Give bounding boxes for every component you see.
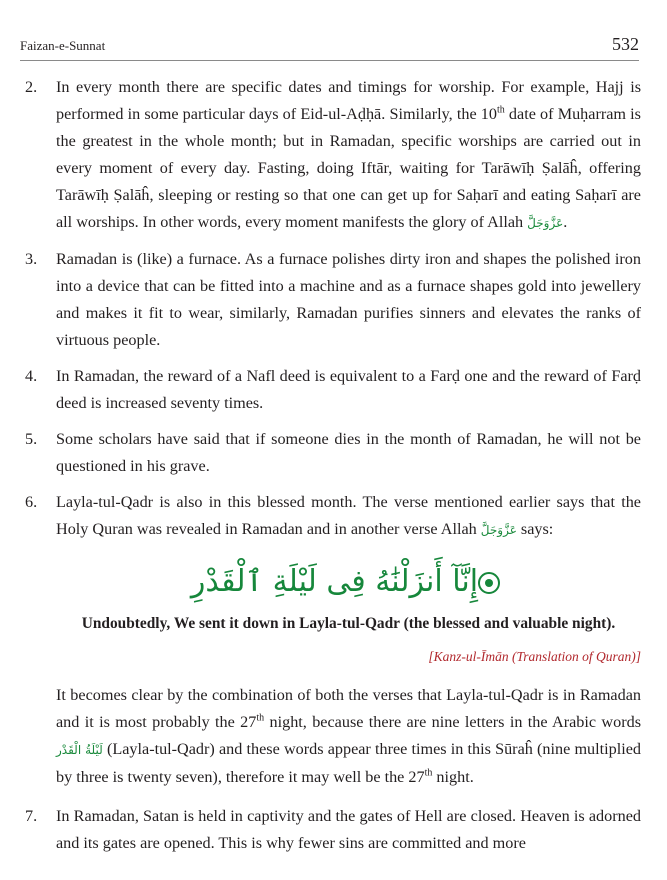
book-title: Faizan-e-Sunnat	[20, 38, 106, 53]
ordinal-suffix: th	[424, 767, 433, 779]
item-number: 7.	[25, 807, 38, 825]
quran-verse	[56, 560, 641, 604]
item-text: Ramadan is (like) a furnace. As a furnace polishes dirty iron and shapes the polished iron into a device that can be fitted into a machine and as a furnace shapes gold into jewellery and makes it fit to wear, similarly, Ramadan purifies sinners and elevates the ranks of virtuous people.	[56, 250, 641, 349]
text-run: night, because there are nine letters in the Arabic words	[264, 713, 642, 731]
item-text: In Ramadan, Satan is held in captivity and the gates of Hell are closed. Heaven is adorned and its gates are opened. This is why fewer sins are committed and more	[56, 807, 641, 852]
list-item-4	[25, 363, 641, 417]
list-item-2	[25, 74, 641, 237]
text-run: (Layla-tul-Qadr) and these words appear three times in this Sūraĥ (nine multiplied by three is twenty seven), therefore it may well be the 27	[56, 740, 641, 786]
item-number: 6.	[25, 493, 38, 511]
text-run: Layla-tul-Qadr is also in this blessed month. The verse mentioned earlier says that the Holy Quran was revealed in Ramadan and in another verse Allah	[56, 493, 641, 538]
text-run: In every month there are specific dates and timings for worship. For example, Hajj is performed in some particular days of Eid-ul-Aḍḥā. Similarly, the 10	[56, 78, 641, 123]
ordinal-suffix: th	[496, 104, 505, 116]
arabic-phrase: لَيْلَةُ الْقَدْر	[56, 743, 103, 757]
verse-reference: [Kanz-ul-Īmān (Translation of Quran)]	[428, 649, 641, 664]
arabic-honorific: عَزَّوَجَلَّ	[527, 216, 564, 230]
page-body	[25, 74, 641, 866]
text-run: date of Muḥarram is the greatest in the whole month; but in Ramadan, specific worships are carried out in every moment of every day. Fasting, doing Iftār, waiting for Tarāwīḥ Ṣalāĥ, offering Tarāwīḥ Ṣalāĥ, sleeping or resting so that one can get up for Saḥarī and eating Saḥarī are all worships. In other words, every moment manifests the glory of Allah	[56, 105, 641, 231]
list-item-3	[25, 246, 641, 354]
item-text: In Ramadan, the reward of a Nafl deed is equivalent to a Farḍ one and the reward of Farḍ deed is increased seventy times.	[56, 367, 641, 412]
item-text: Some scholars have said that if someone dies in the month of Ramadan, he will not be questioned in his grave.	[56, 430, 641, 475]
item-text	[56, 489, 641, 544]
list-item-7	[25, 803, 641, 857]
item-number: 3.	[25, 250, 38, 268]
verse-arabic: إِنَّآ أَنزَلْنَٰهُ فِى لَيْلَةِ ٱلْقَدْرِ	[190, 564, 479, 599]
ordinal-suffix: th	[256, 712, 265, 724]
page-number: 532	[612, 34, 639, 54]
item-number: 2.	[25, 78, 38, 96]
arabic-honorific: عَزَّوَجَلَّ	[480, 523, 517, 537]
list-item-5	[25, 426, 641, 480]
text-run: It becomes clear by the combination of both the verses that Layla-tul-Qadr is in Ramadan and it is most probably the 27	[56, 686, 641, 731]
text-run: .	[563, 213, 568, 231]
text-run: night.	[432, 768, 474, 786]
header-divider	[20, 60, 639, 61]
verse-translation: Undoubtedly, We sent it down in Layla-tul-Qadr (the blessed and valuable night).	[81, 615, 616, 632]
explanation-paragraph	[56, 682, 641, 791]
verse-end-marker-icon	[478, 572, 500, 594]
page-header	[20, 34, 639, 56]
text-run: says:	[516, 520, 554, 538]
item-number: 5.	[25, 430, 38, 448]
item-number: 4.	[25, 367, 38, 385]
item-text	[56, 74, 641, 237]
list-item-6	[25, 489, 641, 544]
